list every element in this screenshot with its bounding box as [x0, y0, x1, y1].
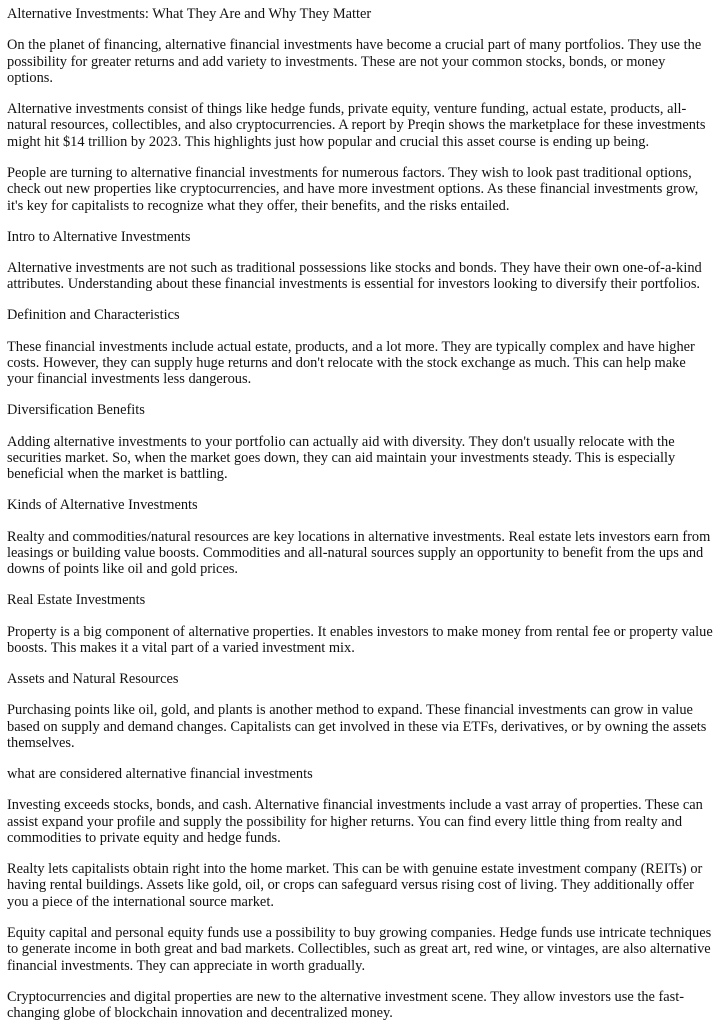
- section-heading: Kinds of Alternative Investments: [7, 497, 198, 514]
- paragraph: Equity capital and personal equity funds use a possibility to buy growing companies. Hedge funds use intricate techniques to generate income in both great and bad markets. Collectibles, such as great art, red wine, or vintages, are also alternative financial investments. They can appreciate in worth gradually.: [7, 924, 712, 974]
- paragraph: Adding alternative investments to your portfolio can actually aid with diversity. They don't usually relocate with the securities market. So, when the market goes down, they can aid maintain your investments steady. This is especially beneficial when the market is battling.: [7, 433, 676, 483]
- paragraph: Alternative investments consist of things like hedge funds, private equity, venture funding, actual estate, products, all-natural resources, collectibles, and also cryptocurrencies. A report by Preqin shows the marketplace for these investments might hit $14 trillion by 2023. This highlights just how popular and crucial this asset course is ending up being.: [7, 101, 706, 150]
- document-title: Alternative Investments: What They Are and Why They Matter: [7, 6, 372, 22]
- section-heading: Intro to Alternative Investments: [7, 228, 191, 245]
- paragraph: Alternative investments are not such as traditional possessions like stocks and bonds. They have their own one-of-a-kind attributes. Understanding about these financial investments is essential for investors looking to diversify their portfolios.: [7, 259, 702, 293]
- paragraph: On the planet of financing, alternative financial investments have become a crucial part of many portfolios. They use the possibility for greater returns and add variety to investments. These are not your common stocks, bonds, or money options.: [7, 37, 702, 86]
- paragraph: Property is a big component of alternative properties. It enables investors to make money from rental fee or property value boosts. This makes it a vital part of a varied investment mix.: [7, 623, 713, 656]
- paragraph: People are turning to alternative financial investments for numerous factors. They wish to look past traditional options, check out new properties like cryptocurrencies, and have more investment options. As these financial investments grow, it's key for capitalists to recognize what they offer, their benefits, and the risks entailed.: [7, 164, 699, 214]
- section-heading: Real Estate Investments: [7, 592, 146, 609]
- paragraph: Cryptocurrencies and digital properties are new to the alternative investment scene. They allow investors use the fast-changing globe of blockchain innovation and decentralized money.: [7, 988, 685, 1022]
- paragraph: Realty and commodities/natural resources are key locations in alternative investments. Real estate lets investors earn from leasings or building value boosts. Commodities and all-natural sources supply an opportunity to benefit from the ups and downs of points like oil and gold prices.: [7, 528, 711, 578]
- section-heading: Assets and Natural Resources: [7, 671, 179, 687]
- paragraph: These financial investments include actual estate, products, and a lot more. They are typically complex and have higher costs. However, they can supply huge returns and don't relocate with the stock exchange as much. This can help make your financial investments less dangerous.: [7, 338, 695, 388]
- section-heading: Diversification Benefits: [7, 402, 145, 419]
- paragraph: Realty lets capitalists obtain right into the home market. This can be with genuine estate investment company (REITs) or having rental buildings. Assets like gold, oil, or crops can safeguard versus rising cost of living. They additionally offer you a piece of the international source market.: [7, 861, 703, 910]
- section-heading: Definition and Characteristics: [7, 307, 180, 324]
- paragraph: Purchasing points like oil, gold, and plants is another method to expand. These financial investments can grow in value based on supply and demand changes. Capitalists can get involved in these via ETFs, derivatives, or by owning the assets themselves.: [7, 702, 707, 751]
- section-heading: what are considered alternative financial investments: [7, 766, 313, 782]
- paragraph: Investing exceeds stocks, bonds, and cash. Alternative financial investments include a vast array of properties. These can assist expand your profile and supply the possibility for higher returns. You can find every little thing from realty and commodities to private equity and hedge funds.: [7, 797, 703, 846]
